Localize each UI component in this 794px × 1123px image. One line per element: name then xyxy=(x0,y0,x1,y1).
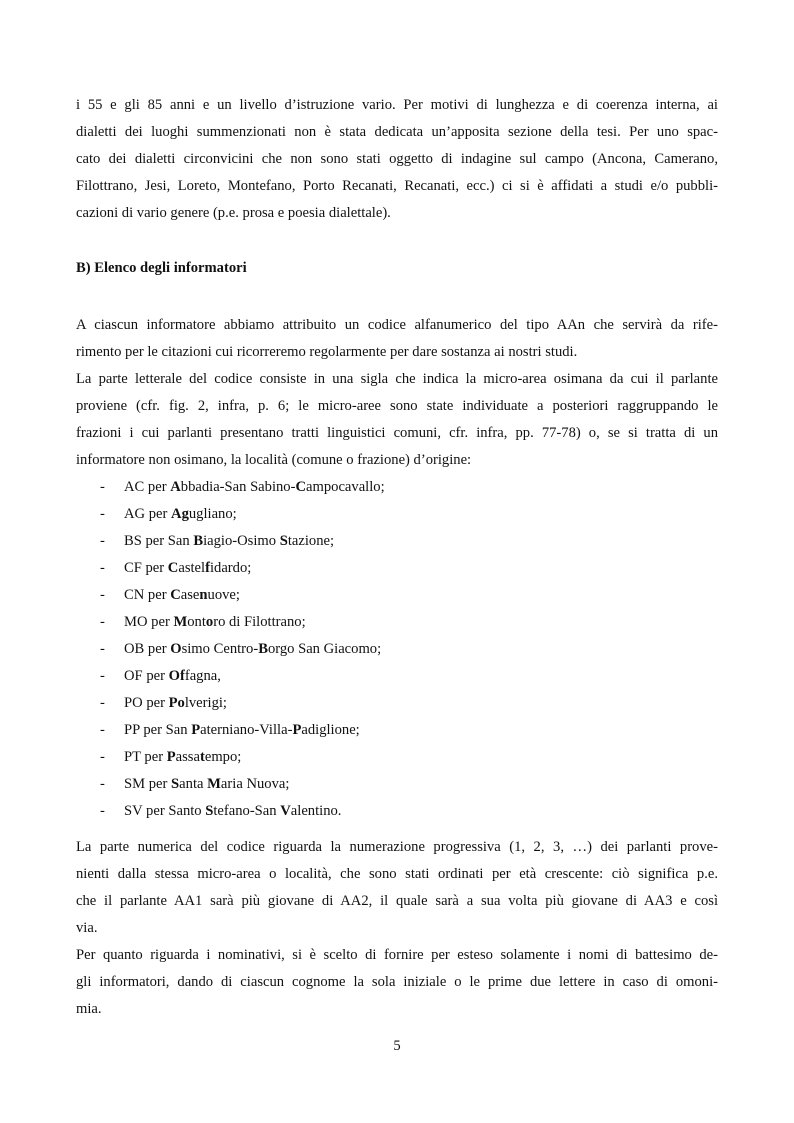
section-heading: B) Elenco degli informatori xyxy=(76,260,247,276)
list-connector: per xyxy=(143,722,166,738)
place-text: alentino. xyxy=(290,803,342,819)
code-letter-highlight: A xyxy=(170,479,181,495)
informant-code: AC xyxy=(124,479,148,495)
text-line: nienti dalla stessa micro-area o località, che sono stati ordinati per età crescente: ciò significa p.e. xyxy=(76,866,718,882)
place-text: aria Nuova; xyxy=(220,776,290,792)
text-line: Filottrano, Jesi, Loreto, Montefano, Porto Recanati, Recanati, ecc.) ci si è affidati a studi e/o pubbli- xyxy=(76,178,718,194)
list-bullet: - xyxy=(100,479,105,495)
informant-code: BS xyxy=(124,533,146,549)
list-connector: per xyxy=(146,668,169,684)
list-connector: per xyxy=(146,803,169,819)
informant-code: CF xyxy=(124,560,146,576)
code-letter-highlight: C xyxy=(295,479,307,495)
place-text: San xyxy=(167,533,194,549)
informant-code: OF xyxy=(124,668,147,684)
place-text: astel xyxy=(178,560,206,576)
list-bullet: - xyxy=(100,668,105,684)
place-name xyxy=(167,749,242,765)
list-item xyxy=(100,582,240,609)
list-item xyxy=(100,690,227,717)
list-bullet: - xyxy=(100,749,105,765)
code-letter-highlight: S xyxy=(279,533,288,549)
list-bullet: - xyxy=(100,506,105,522)
place-name xyxy=(170,479,384,495)
place-text: San xyxy=(165,722,192,738)
place-name xyxy=(173,614,305,630)
list-bullet: - xyxy=(100,722,105,738)
list-connector: per xyxy=(147,479,171,495)
code-letter-highlight: o xyxy=(205,614,214,630)
text-line: mia. xyxy=(76,1001,102,1017)
text-line: via. xyxy=(76,920,98,936)
place-text: aterniano-Villa- xyxy=(200,722,293,738)
text-line: gli informatori, dando di ciascun cognome la sola iniziale o le prime due lettere in caso di omoni- xyxy=(76,974,718,990)
text-line: La parte numerica del codice riguarda la numerazione progressiva (1, 2, 3, …) dei parlanti prove- xyxy=(76,839,718,855)
place-text: fagna, xyxy=(184,668,221,684)
place-text: adiglione; xyxy=(301,722,360,738)
text-line: frazioni i cui parlanti presentano tratti linguistici comuni, cfr. infra, pp. 77-78) o, se si tratta di un xyxy=(76,425,718,441)
list-connector: per xyxy=(146,695,169,711)
informant-code: OB xyxy=(124,641,148,657)
list-connector: per xyxy=(148,776,172,792)
list-item xyxy=(100,609,306,636)
place-name xyxy=(171,506,237,522)
place-name xyxy=(169,695,227,711)
place-text: ase xyxy=(180,587,200,603)
informant-code: PO xyxy=(124,695,147,711)
list-item xyxy=(100,474,385,501)
text-line: dialetti dei luoghi summenzionati non è stata dedicata un’apposita sezione della tesi. Per uno spac- xyxy=(76,124,718,140)
list-connector: per xyxy=(145,533,168,549)
page-number: 5 xyxy=(393,1038,401,1054)
list-bullet: - xyxy=(100,533,105,549)
code-letter-highlight: Po xyxy=(168,695,185,711)
text-line: La parte letterale del codice consiste in una sigla che indica la micro-area osimana da cui il parlante xyxy=(76,371,718,387)
list-bullet: - xyxy=(100,776,105,792)
code-letter-highlight: P xyxy=(191,722,201,738)
list-item xyxy=(100,663,221,690)
text-line: A ciascun informatore abbiamo attribuito un codice alfanumerico del tipo AAn che servirà da rife- xyxy=(76,317,718,333)
list-item xyxy=(100,555,251,582)
place-text: simo Centro- xyxy=(181,641,259,657)
place-text: ro di Filottrano; xyxy=(213,614,306,630)
text-line: i 55 e gli 85 anni e un livello d’istruzione vario. Per motivi di lunghezza e di coerenza interna, ai xyxy=(76,97,718,113)
place-name xyxy=(166,722,360,738)
place-text: lverigi; xyxy=(184,695,227,711)
list-item xyxy=(100,798,341,825)
place-text: idardo; xyxy=(209,560,252,576)
informant-code: AG xyxy=(124,506,149,522)
place-name xyxy=(168,533,334,549)
code-letter-highlight: M xyxy=(207,776,221,792)
code-letter-highlight: M xyxy=(173,614,188,630)
place-name xyxy=(170,641,381,657)
list-item xyxy=(100,636,381,663)
place-text: uove; xyxy=(207,587,240,603)
list-item xyxy=(100,771,289,798)
code-letter-highlight: S xyxy=(205,803,214,819)
informant-code: PT xyxy=(124,749,145,765)
place-text: iagio-Osimo xyxy=(203,533,280,549)
text-line: cato dei dialetti circonvicini che non sono stati oggetto di indagine sul campo (Ancona, Camerano, xyxy=(76,151,718,167)
place-name xyxy=(168,803,341,819)
text-line: rimento per le citazioni cui ricorreremo regolarmente per dare sostanza ai nostri studi. xyxy=(76,344,578,360)
place-text: Santo xyxy=(168,803,206,819)
list-bullet: - xyxy=(100,695,105,711)
place-text: orgo San Giacomo; xyxy=(267,641,382,657)
code-letter-highlight: S xyxy=(171,776,180,792)
informant-code: SM xyxy=(124,776,149,792)
code-letter-highlight: B xyxy=(193,533,204,549)
code-letter-highlight: P xyxy=(166,749,176,765)
code-letter-highlight: O xyxy=(170,641,182,657)
list-connector: per xyxy=(144,749,167,765)
place-text: empo; xyxy=(204,749,242,765)
place-name xyxy=(170,587,240,603)
code-letter-highlight: C xyxy=(167,560,179,576)
list-connector: per xyxy=(151,614,174,630)
list-bullet: - xyxy=(100,803,105,819)
place-name xyxy=(171,776,289,792)
informant-code: SV xyxy=(124,803,147,819)
place-text: ampocavallo; xyxy=(306,479,385,495)
code-letter-highlight: n xyxy=(199,587,208,603)
list-connector: per xyxy=(145,560,168,576)
informant-code: CN xyxy=(124,587,148,603)
place-text: ont xyxy=(187,614,206,630)
list-item xyxy=(100,528,334,555)
text-line: che il parlante AA1 sarà più giovane di AA2, il quale sarà a sua volta più giovane di AA3 e così xyxy=(76,893,718,909)
text-line: informatore non osimano, la località (comune o frazione) d’origine: xyxy=(76,452,472,468)
list-connector: per xyxy=(147,641,171,657)
list-connector: per xyxy=(148,506,172,522)
code-letter-highlight: Of xyxy=(168,668,185,684)
list-item xyxy=(100,744,241,771)
list-bullet: - xyxy=(100,560,105,576)
code-letter-highlight: V xyxy=(280,803,291,819)
place-text: assa xyxy=(175,749,200,765)
list-connector: per xyxy=(147,587,171,603)
list-bullet: - xyxy=(100,641,105,657)
list-item xyxy=(100,717,360,744)
text-line: cazioni di vario genere (p.e. prosa e poesia dialettale). xyxy=(76,205,391,221)
informant-code: PP xyxy=(124,722,144,738)
place-name xyxy=(168,560,252,576)
code-letter-highlight: P xyxy=(292,722,302,738)
code-letter-highlight: t xyxy=(199,749,205,765)
place-text: bbadia-San Sabino- xyxy=(180,479,296,495)
code-letter-highlight: B xyxy=(258,641,268,657)
code-letter-highlight: C xyxy=(170,587,181,603)
place-text: ugliano; xyxy=(188,506,237,522)
list-item xyxy=(100,501,237,528)
list-bullet: - xyxy=(100,614,105,630)
code-letter-highlight: f xyxy=(205,560,210,576)
place-text: tefano-San xyxy=(213,803,281,819)
text-line: proviene (cfr. fig. 2, infra, p. 6; le micro-aree sono state individuate a posteriori raggruppando le xyxy=(76,398,718,414)
code-letter-highlight: Ag xyxy=(171,506,189,522)
list-bullet: - xyxy=(100,587,105,603)
place-name xyxy=(169,668,221,684)
place-text: tazione; xyxy=(287,533,335,549)
place-text: anta xyxy=(179,776,208,792)
text-line: Per quanto riguarda i nominativi, si è scelto di fornire per esteso solamente i nomi di battesimo de- xyxy=(76,947,718,963)
informant-code: MO xyxy=(124,614,152,630)
